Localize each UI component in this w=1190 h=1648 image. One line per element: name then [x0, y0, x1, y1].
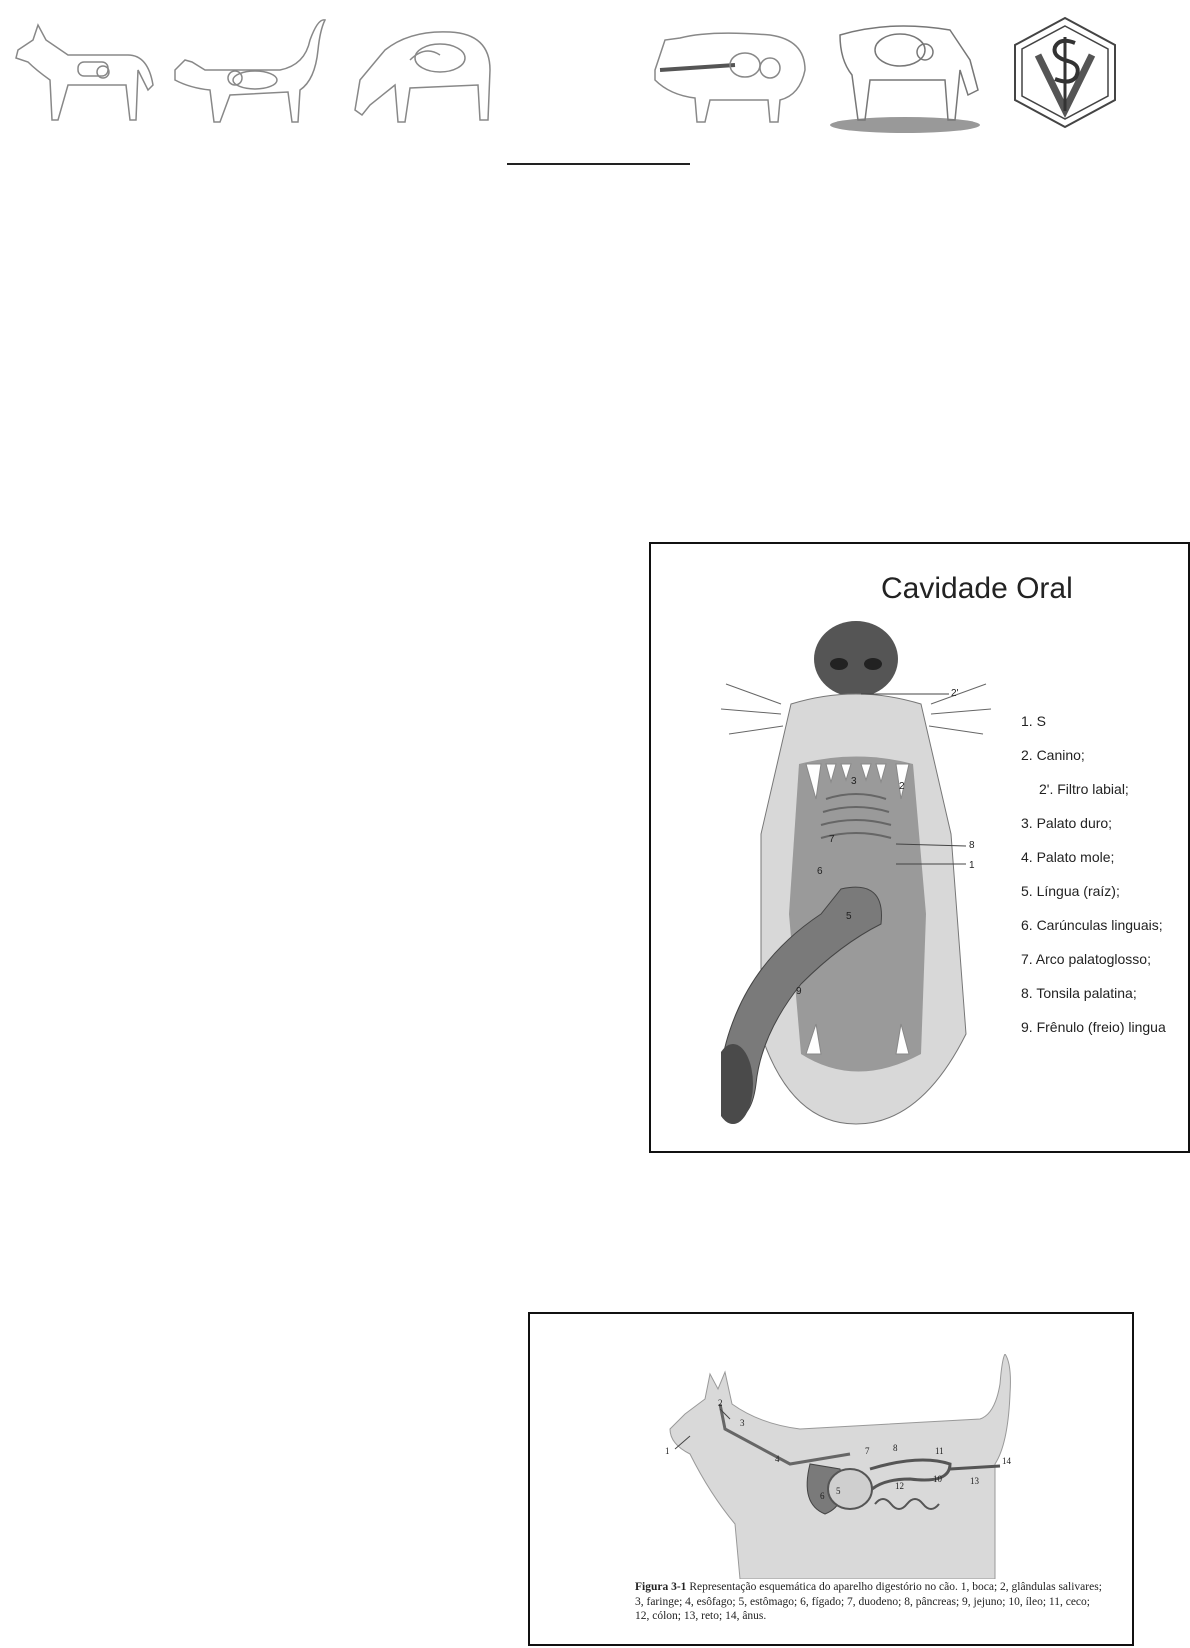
callout-label: 5 [846, 911, 852, 922]
callout-label: 9 [796, 986, 802, 997]
legend-item: 2'. Filtro labial; [1039, 781, 1129, 797]
legend-item: 5. Língua (raíz); [1021, 883, 1120, 899]
figure-caption [635, 1580, 1105, 1624]
digestive-system-figure [528, 1312, 1134, 1646]
callout-label: 14 [1002, 1456, 1011, 1466]
header-animal-strip [0, 0, 1190, 140]
dog-digestive-illustration [650, 1354, 1030, 1579]
legend-item: 7. Arco palatoglosso; [1021, 951, 1151, 967]
callout-label: 7 [865, 1446, 870, 1456]
cat-icon [170, 10, 330, 130]
callout-label: 4 [775, 1454, 780, 1464]
callout-label: 8 [893, 1443, 898, 1453]
callout-label: 1 [665, 1446, 670, 1456]
caption-label: Figura 3-1 [635, 1581, 687, 1593]
callout-label: 6 [817, 866, 823, 877]
oral-legend [1021, 704, 1186, 1044]
callout-label: 12 [895, 1481, 904, 1491]
veterinary-logo [1010, 15, 1120, 130]
figure-title: Cavidade Oral [881, 572, 1073, 605]
legend-item: 6. Carúnculas linguais; [1021, 917, 1163, 933]
oral-cavity-figure [649, 542, 1190, 1153]
callout-label: 2' [951, 688, 959, 699]
pig-icon [650, 10, 810, 130]
callout-label: 13 [970, 1476, 979, 1486]
legend-item: 2. Canino; [1021, 747, 1085, 763]
callout-label: 2 [718, 1398, 723, 1408]
header-underline [507, 163, 690, 165]
legend-item: 3. Palato duro; [1021, 815, 1113, 831]
callout-label: 3 [740, 1418, 745, 1428]
horse-icon [350, 10, 500, 130]
legend-item: 4. Palato mole; [1021, 849, 1115, 865]
legend-item: 8. Tonsila palatina; [1021, 985, 1137, 1001]
callout-label: 5 [836, 1486, 841, 1496]
callout-label: 6 [820, 1491, 825, 1501]
callout-label: 10 [933, 1474, 942, 1484]
callout-label: 3 [851, 776, 857, 787]
callout-label: 11 [935, 1446, 944, 1456]
dog-mouth-illustration [721, 614, 1031, 1134]
callout-label: 2 [899, 781, 905, 792]
callout-label: 1 [969, 860, 975, 871]
cow-icon [830, 10, 980, 135]
caption-text: Representação esquemática do aparelho digestório no cão. 1, boca; 2, glândulas salivares; 3, faringe; 4, esôfago; 5, estômago; 6, fígado; 7, duodeno; 8, pâncreas; 9, jejuno; 10, íleo; 11, ceco; 12, cólon; 13, reto; 14, ânus. [635, 1581, 1102, 1622]
legend-item: 9. Frênulo (freio) lingua [1021, 1019, 1166, 1035]
callout-label: 7 [829, 834, 835, 845]
legend-item: 1. S [1021, 713, 1046, 729]
callout-label: 8 [969, 840, 975, 851]
dog-icon [8, 10, 158, 130]
